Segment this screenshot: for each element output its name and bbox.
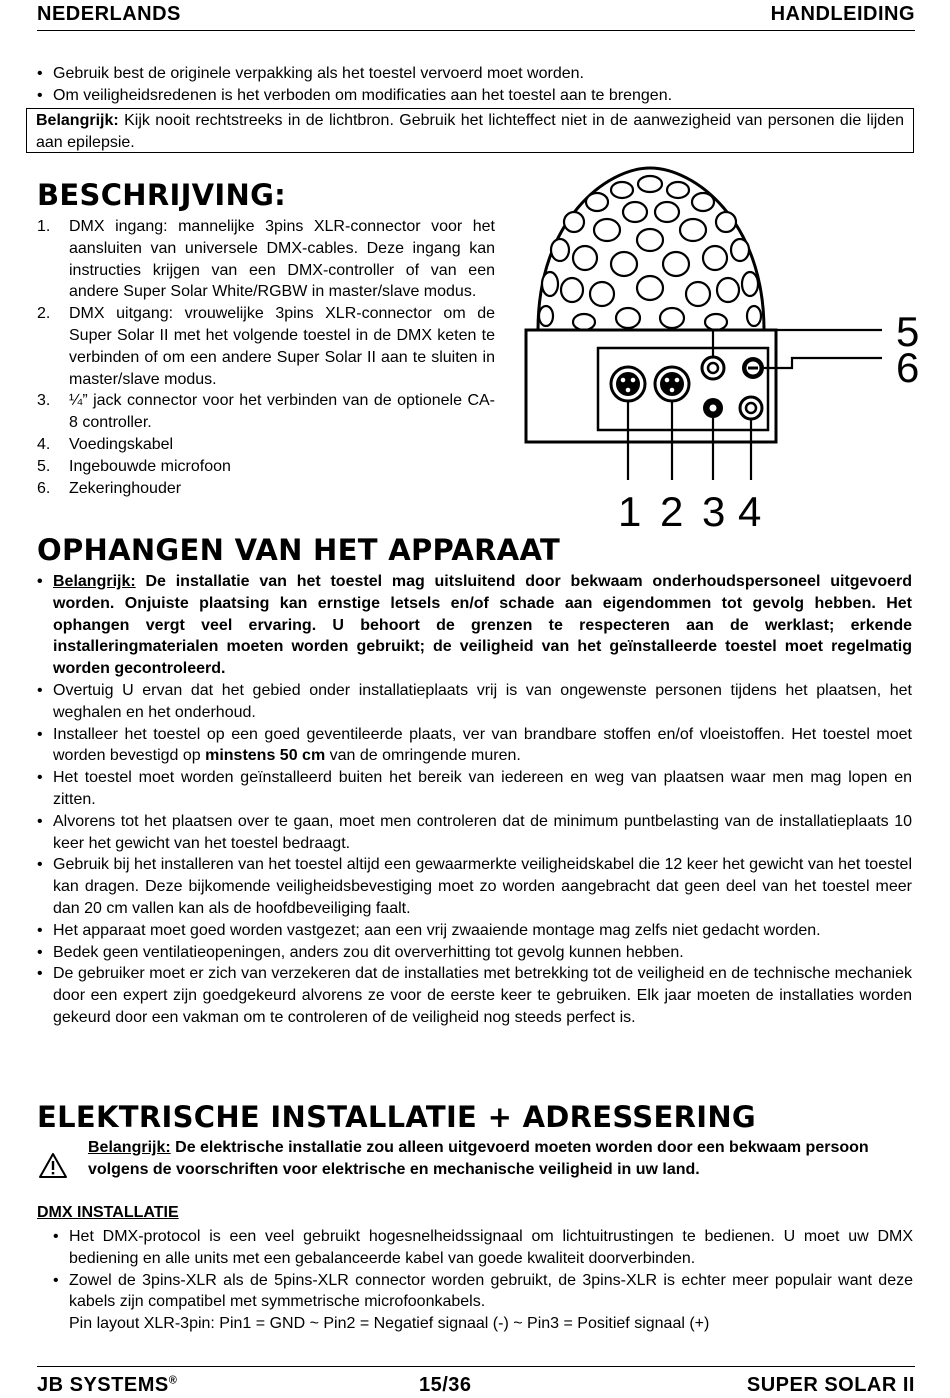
item-text: DMX ingang: mannelijke 3pins XLR-connector voor het aansluiten van universele DMX-cables. Deze ingang kan instructies krijgen van een DMX-controller of van een andere Super Solar White/RGBW in master/slave modus. bbox=[69, 218, 495, 301]
item-number: 6. bbox=[37, 479, 51, 497]
text-emphasis: minstens 50 cm bbox=[205, 747, 326, 765]
section-title-beschrijving: BESCHRIJVING: bbox=[37, 178, 287, 212]
page-footer bbox=[37, 1366, 915, 1398]
important-text: De installatie van het toestel mag uitsluitend door bekwaam onderhoudspersoneel uitgevoerd worden. Onjuiste plaatsing kan ernstige letsels en/of schade aan eigendommen tot gevolg hebben. Het ophangen vergt veel ervaring. U behoort de grenzen te respecteren aan de werklast; erkende installeringmaterialen moeten worden gebruikt; de veiligheid van het geïnstalleerde toestel moet regelmatig worden gecontroleerd. bbox=[53, 573, 912, 678]
list-item bbox=[37, 216, 495, 303]
fuse-holder bbox=[742, 357, 764, 379]
dmx-installatie-heading: DMX INSTALLATIE bbox=[37, 1204, 179, 1221]
item-text: DMX uitgang: vrouwelijke 3pins XLR-connector om de Super Solar II met het volgende toestel in de DMX keten te verbinden of om een andere Super Solar II aan te sluiten in master/slave modus. bbox=[69, 305, 495, 388]
label-4: 4 bbox=[738, 488, 762, 535]
important-label: Belangrijk: bbox=[53, 573, 136, 590]
power-cable-entry bbox=[740, 397, 762, 419]
list-item bbox=[37, 456, 495, 478]
list-item: • Om veiligheidsredenen is het verboden om modificaties aan het toestel aan te brengen. bbox=[35, 85, 912, 107]
item-number: 2. bbox=[37, 305, 51, 323]
item-number: 5. bbox=[37, 457, 51, 475]
xlr-input-connector bbox=[611, 367, 645, 401]
list-item bbox=[37, 478, 495, 500]
header-doc-type: HANDLEIDING bbox=[770, 3, 915, 25]
description-list bbox=[37, 216, 495, 499]
label-6: 6 bbox=[896, 344, 920, 391]
list-item bbox=[35, 724, 912, 768]
item-number: 1. bbox=[37, 218, 51, 235]
microphone-port bbox=[702, 357, 724, 379]
list-item bbox=[37, 434, 495, 456]
list-item: • Het toestel moet worden geïnstalleerd buiten het bereik van iedereen en weg van plaatsen waar men mag lopen en zitten. bbox=[35, 767, 912, 811]
list-item: • Het apparaat moet goed worden vastgezet; aan een vrij zwaaiende montage mag zelfs niet gedacht worden. bbox=[35, 920, 912, 942]
label-1: 1 bbox=[618, 488, 642, 535]
list-item bbox=[37, 390, 495, 434]
list-item bbox=[37, 303, 495, 390]
text-part: van de omringende muren. bbox=[325, 747, 521, 765]
footer-brand bbox=[37, 1374, 177, 1397]
page-number: 15/36 bbox=[419, 1374, 472, 1396]
label-5: 5 bbox=[896, 308, 920, 355]
label-2: 2 bbox=[660, 488, 684, 535]
section-title-ophangen: OPHANGEN VAN HET APPARAAT bbox=[37, 533, 561, 567]
item-text: Voedingskabel bbox=[69, 435, 174, 453]
header-language: NEDERLANDS bbox=[37, 3, 181, 25]
list-item-important bbox=[35, 571, 912, 680]
item-text: Ingebouwde microfoon bbox=[69, 457, 231, 475]
item-number: 3. bbox=[37, 392, 51, 410]
mounting-list bbox=[35, 571, 912, 1029]
section-title-elektrisch: ELEKTRISCHE INSTALLATIE + ADRESSERING bbox=[37, 1100, 756, 1134]
important-label: Belangrijk: bbox=[36, 112, 119, 129]
important-label: Belangrijk: bbox=[88, 1139, 171, 1156]
list-item: • Gebruik bij het installeren van het toestel altijd een gewaarmerkte veiligheidskabel die 12 keer het gewicht van het toestel kan dragen. Deze bijkomende veiligheidsbevestiging moet zo worden aangebracht dat geen deel van het toestel meer dan 20 cm vallen kan als de hoofdbeveiliging faalt. bbox=[35, 854, 912, 919]
pin-layout: Pin layout XLR-3pin: Pin1 = GND ~ Pin2 = Negatief signaal (-) ~ Pin3 = Positief signaal (+) bbox=[69, 1315, 710, 1333]
list-item bbox=[51, 1270, 913, 1335]
intro-bullets bbox=[35, 63, 912, 107]
xlr-output-connector bbox=[655, 367, 689, 401]
text-part: Installeer het toestel op een goed geventileerde plaats, ver van brandbare stoffen en/of vloeistoffen. Het toestel moet worden bevestigd op bbox=[53, 725, 912, 765]
important-box bbox=[26, 108, 914, 153]
item-text: Zowel de 3pins-XLR als de 5pins-XLR connector worden gebruikt, de 3pins-XLR is echter meer populair want deze kabels zijn compatibel met symmetrische microfoonkabels. bbox=[69, 1271, 913, 1311]
item-text: Zekeringhouder bbox=[69, 479, 182, 497]
page-header bbox=[37, 0, 915, 31]
device-diagram bbox=[522, 160, 924, 540]
jack-connector bbox=[703, 398, 723, 418]
warning-icon bbox=[38, 1152, 68, 1179]
electrical-warning bbox=[88, 1137, 918, 1181]
brand-name: JB SYSTEMS bbox=[37, 1374, 169, 1396]
label-3: 3 bbox=[702, 488, 726, 535]
list-item: • Bedek geen ventilatieopeningen, anders zou dit oververhitting tot gevolg kunnen hebben. bbox=[35, 942, 912, 964]
dmx-list bbox=[51, 1226, 913, 1335]
footer-product: SUPER SOLAR II bbox=[746, 1374, 915, 1396]
list-item: • De gebruiker moet er zich van verzekeren dat de installaties met betrekking tot de veiligheid en de technische mechaniek door een expert zijn goedgekeurd alvorens ze voor de eerste keer te gebruiken. Elk jaar moeten de installaties worden gekeurd door een vakman om te controleren of de veiligheid nog steeds perfect is. bbox=[35, 963, 912, 1028]
item-number: 4. bbox=[37, 435, 51, 453]
important-text: Kijk nooit rechtstreeks in de lichtbron. Gebruik het lichteffect niet in de aanwezigheid van personen die lijden aan epilepsie. bbox=[36, 112, 904, 151]
registered-mark: ® bbox=[168, 1374, 178, 1387]
list-item: • Alvorens tot het plaatsen over te gaan, moet men controleren dat de minimum puntbelasting van de installatieplaats 10 keer het gewicht van het toestel bedraagt. bbox=[35, 811, 912, 855]
list-item: • Het DMX-protocol is een veel gebruikt hogesnelheidssignaal om lichtuitrustingen te bedienen. U moet uw DMX bediening en alle units met een gebalanceerde kabel van goede kwaliteit doorverbinden. bbox=[51, 1226, 913, 1270]
list-item: • Overtuig U ervan dat het gebied onder installatieplaats vrij is van ongewenste personen tijdens het plaatsen, het weghalen en het onderhoud. bbox=[35, 680, 912, 724]
item-text: ¼” jack connector voor het verbinden van de optionele CA-8 controller. bbox=[69, 392, 495, 432]
important-text: De elektrische installatie zou alleen uitgevoerd moeten worden door een bekwaam persoon volgens de voorschriften voor elektrische en mechanische veiligheid in uw land. bbox=[88, 1139, 869, 1178]
list-item: • Gebruik best de originele verpakking als het toestel vervoerd moet worden. bbox=[35, 63, 912, 85]
